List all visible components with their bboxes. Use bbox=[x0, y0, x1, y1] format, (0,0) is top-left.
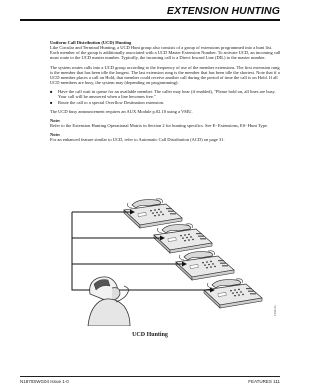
document-body bbox=[50, 40, 282, 147]
footer-rule bbox=[20, 376, 280, 377]
figure-code: 1160-21 bbox=[273, 305, 277, 316]
section-intro bbox=[50, 40, 282, 61]
section-heading: Uniform Call Distribution (UCD) Hunting bbox=[50, 40, 132, 45]
person-on-phone-illustration bbox=[88, 277, 130, 326]
paragraph-routing: The system routes calls into a UCD group according to the frequency of use of the member extensions. The first extension rung is the member that has been idle the longest. The last extension rung is the member that has been idle the shortest. Note that if a UCD member places a call on Hold, that member could receive another call during the period of time the call is on Hold. If all UCD members are busy, the system may (depending on programming): bbox=[50, 64, 280, 86]
telephone-icon bbox=[204, 279, 262, 308]
note-hunting-matrix bbox=[50, 118, 282, 128]
footer-page-number: FEATURES 111 bbox=[248, 379, 280, 384]
page-header-title: EXTENSION HUNTING bbox=[166, 5, 280, 17]
header-rule bbox=[20, 19, 280, 21]
bullet-item-queue: ■ Have the call wait in queue for an available member. The caller may hear (if enabled), "Please hold on, all lines are busy. Your call will be answered when a line becomes free." bbox=[50, 89, 282, 99]
bullet-list bbox=[50, 89, 282, 104]
note-acd bbox=[50, 132, 282, 142]
figure-caption: UCD Hunting bbox=[132, 332, 168, 338]
paragraph-announcement: The UCD busy announcement requires an AUX Module p.02.10 using a VMU. bbox=[50, 108, 193, 114]
telephone-icon bbox=[124, 199, 182, 228]
note-label: Note: bbox=[50, 132, 61, 138]
telephone-icon bbox=[176, 251, 234, 280]
note-text: Refer to the Extension Hunting Operational Matrix in Section 2 for hunting specifics. See E- Extensions, ES- Hunt Type. bbox=[50, 123, 268, 129]
note-label: Note: bbox=[50, 117, 61, 123]
note-text: For an enhanced feature similar to UCD, refer to Automatic Call Distribution (ACD) on page 31. bbox=[50, 137, 225, 143]
footer-document-id: N1870SWG04 Issue 1-0 bbox=[20, 379, 69, 384]
ucd-hunting-diagram bbox=[50, 198, 282, 326]
paragraph-intro: Like Circular and Terminal Hunting, a UCD Hunt group also consists of a group of extensions programmed into a hunt list. Each member of the group is additionally associated with a UCD Master Extension Number. To activate UCD, an incoming call must route to the UCD master number. Typically, the incoming call is a Direct Inward Line (DIL) to the master number. bbox=[50, 45, 281, 61]
bullet-item-overflow: ■ Route the call to a special Overflow Destination extension. bbox=[50, 100, 282, 105]
